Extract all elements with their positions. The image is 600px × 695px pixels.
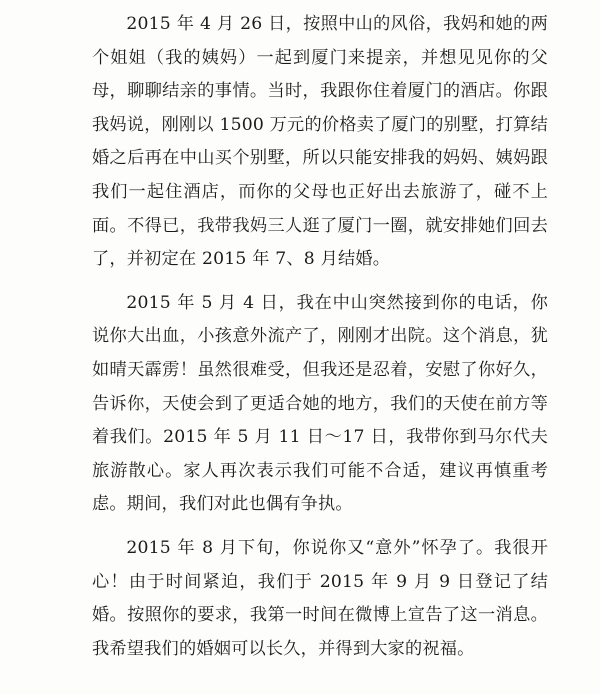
document-body (92, 8, 548, 666)
paragraph: 2015 年 5 月 4 日，我在中山突然接到你的电话，你说你大出血，小孩意外流产了，刚刚才出院。这个消息，犹如晴天霹雳！虽然很难受，但我还是忍着，安慰了你好久，告诉你，天使会到了更适合她的地方，我们的天使在前方等着我们。2015 年 5 月 11 日～17 日，我带你到马尔代夫旅游散心。家人再次表示我们可能不合适，建议再慎重考虑。期间，我们对此也偶有争执。 (92, 292, 548, 515)
paragraph: 2015 年 8 月下旬，你说你又“意外”怀孕了。我很开心！由于时间紧迫，我们于 2015 年 9 月 9 日登记了结婚。按照你的要求，我第一时间在微博上宣告了这一消息。我希望我们的婚姻可以长久，并得到大家的祝福。 (92, 537, 548, 659)
paragraph: 2015 年 4 月 26 日，按照中山的风俗，我妈和她的两个姐姐（我的姨妈）一起到厦门来提亲，并想见见你的父母，聊聊结亲的事情。当时，我跟你住着厦门的酒店。你跟我妈说，刚刚以 1500 万元的价格卖了厦门的别墅，打算结婚之后再在中山买个别墅，所以只能安排我的妈妈、姨妈跟我们一起住酒店，而你的父母也正好出去旅游了，碰不上面。不得已，我带我妈三人逛了厦门一圈，就安排她们回去了，并初定在 2015 年 7、8 月结婚。 (92, 14, 548, 270)
